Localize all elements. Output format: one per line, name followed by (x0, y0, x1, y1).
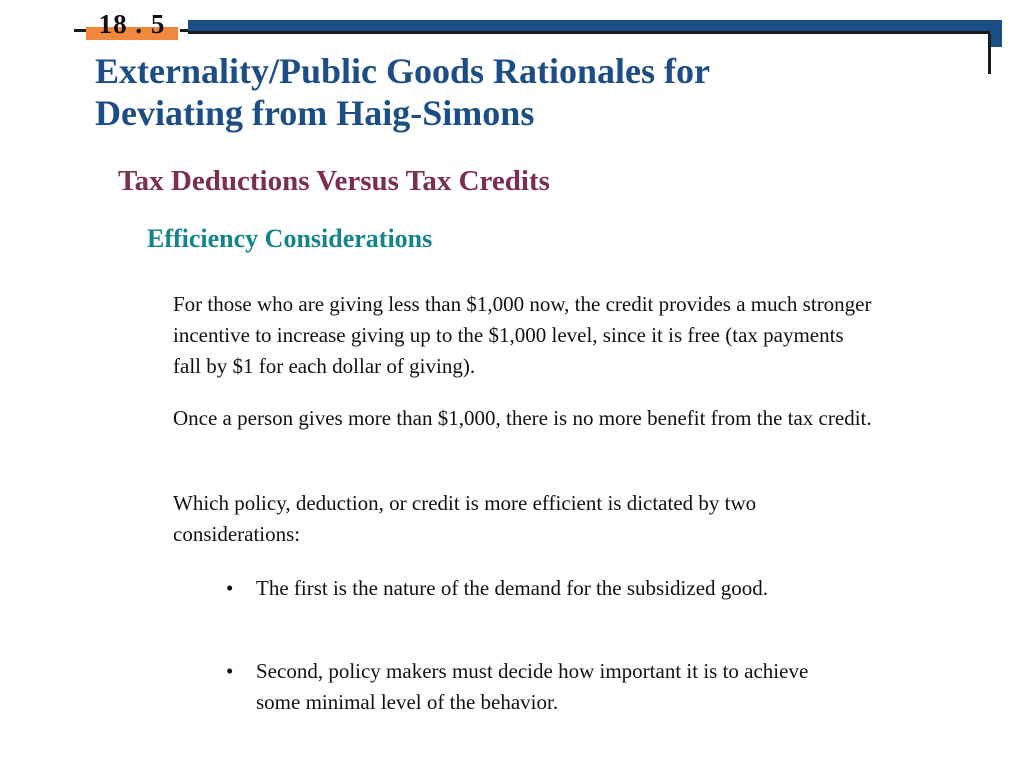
header-left-dash (74, 29, 86, 32)
slide-number: 18 . 5 (98, 9, 166, 39)
header-right-dash (180, 29, 188, 32)
bullet-item (226, 573, 856, 604)
slide-title-line-2: Deviating from Haig-Simons (95, 93, 535, 133)
paragraph-no-more-benefit: Once a person gives more than $1,000, there is no more benefit from the tax credit. (173, 406, 872, 430)
bullet-item (226, 656, 856, 718)
bullet-text: The first is the nature of the demand for the subsidized good. (256, 576, 769, 600)
bullet-text: Second, policy makers must decide how important it is to achieve some minimal level of the behavior. (256, 659, 809, 714)
slide-number-badge (86, 8, 178, 40)
paragraph-two-considerations: Which policy, deduction, or credit is more efficient is dictated by two considerations: (173, 491, 757, 546)
bullet-marker: • (226, 576, 234, 600)
slide-title (95, 50, 975, 134)
paragraph-credit-incentive: For those who are giving less than $1,000 now, the credit provides a much stronger incentive to increase giving up to the $1,000 level, since it is free (tax payments fall by $1 for each dollar of giving). (173, 292, 872, 378)
slide-subtitle: Tax Deductions Versus Tax Credits (118, 165, 550, 197)
header-corner-rule (988, 34, 991, 74)
slide-title-line-1: Externality/Public Goods Rationales for (95, 51, 710, 91)
header-corner-bar (990, 31, 1002, 47)
section-heading: Efficiency Considerations (147, 224, 433, 253)
header-rule (188, 31, 990, 34)
header-blue-bar (188, 20, 1002, 31)
bullet-marker: • (226, 659, 234, 683)
